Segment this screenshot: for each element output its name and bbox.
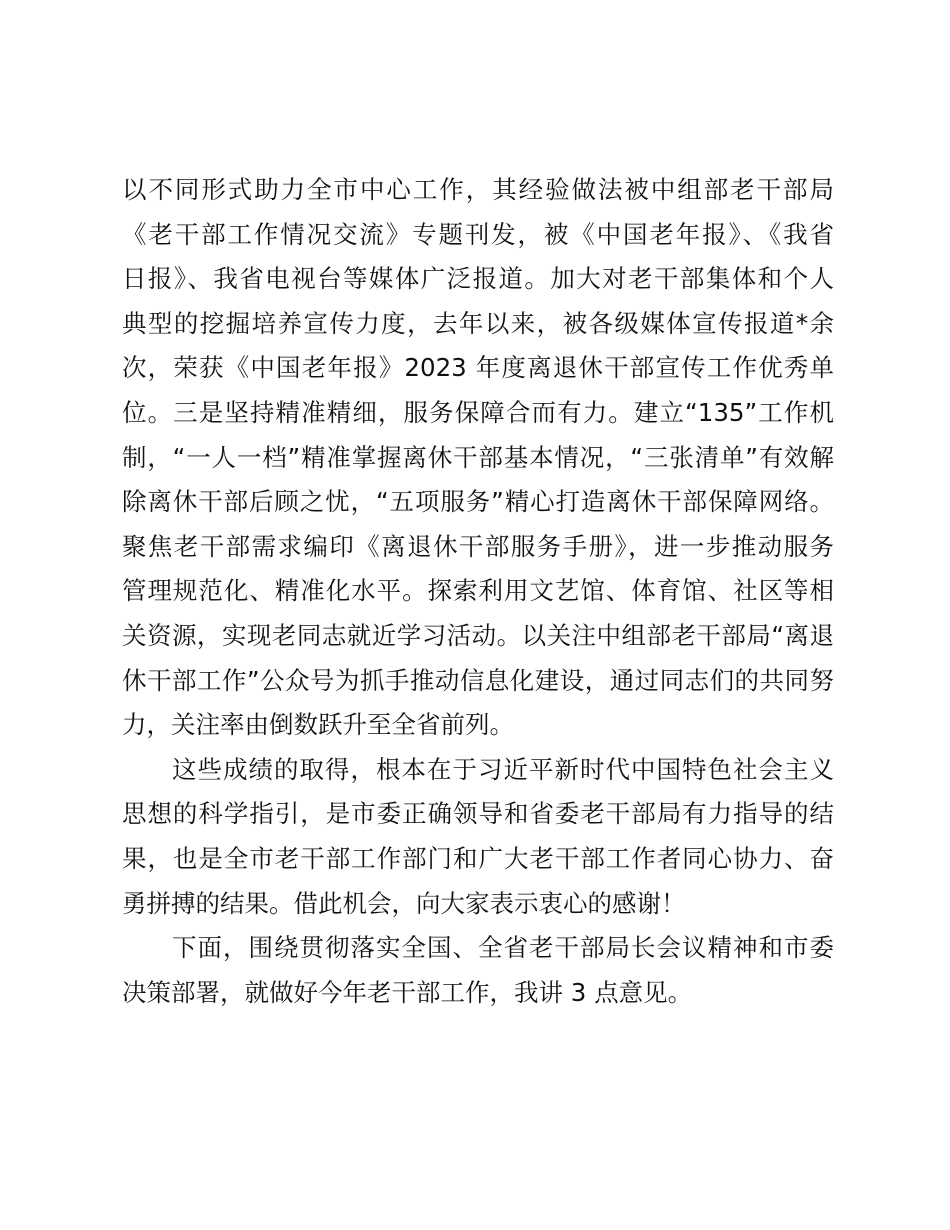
paragraph-3-line: 下面，围绕贯彻落实全国、全省老干部局长会议精神和市委 <box>172 933 834 963</box>
paragraph-2 <box>122 748 834 926</box>
paragraph-1-line: 关资源，实现老同志就近学习活动。以关注中组部老干部局“离退 <box>122 620 834 650</box>
paragraph-2-line: 这些成绩的取得，根本在于习近平新时代中国特色社会主义 <box>172 754 834 784</box>
paragraph-1-line: 管理规范化、精准化水平。探索利用文艺馆、体育馆、社区等相 <box>122 576 834 606</box>
paragraph-1-line: 典型的挖掘培养宣传力度，去年以来，被各级媒体宣传报道*余 <box>122 308 834 338</box>
paragraph-1 <box>122 168 834 748</box>
document-body <box>122 168 834 1015</box>
paragraph-1-line: 休干部工作”公众号为抓手推动信息化建设，通过同志们的共同努 <box>122 665 834 695</box>
paragraph-3 <box>122 926 834 1015</box>
paragraph-2-line: 果，也是全市老干部工作部门和广大老干部工作者同心协力、奋 <box>122 843 834 873</box>
paragraph-1-line: 《老干部工作情况交流》专题刊发，被《中国老年报》、《我省 <box>122 219 834 249</box>
paragraph-1-line: 力，关注率由倒数跃升至全省前列。 <box>122 710 514 740</box>
paragraph-1-line: 位。三是坚持精准精细，服务保障合而有力。建立“135”工作机 <box>122 397 834 427</box>
paragraph-1-line: 除离休干部后顾之忧，“五项服务”精心打造离休干部保障网络。 <box>122 487 834 517</box>
paragraph-1-line: 次，荣获《中国老年报》2023 年度离退休干部宣传工作优秀单 <box>122 353 834 383</box>
paragraph-1-line: 日报》、我省电视台等媒体广泛报道。加大对老干部集体和个人 <box>122 264 834 294</box>
paragraph-2-line: 思想的科学指引，是市委正确领导和省委老干部局有力指导的结 <box>122 799 834 829</box>
paragraph-2-line: 勇拼搏的结果。借此机会，向大家表示衷心的感谢！ <box>122 888 686 918</box>
paragraph-1-line: 聚焦老干部需求编印《离退休干部服务手册》，进一步推动服务 <box>122 531 834 561</box>
paragraph-1-line: 制，“一人一档”精准掌握离休干部基本情况，“三张清单”有效解 <box>122 442 834 472</box>
paragraph-1-line: 以不同形式助力全市中心工作，其经验做法被中组部老干部局 <box>122 175 834 204</box>
paragraph-3-line: 决策部署，就做好今年老干部工作，我讲 3 点意见。 <box>122 977 693 1007</box>
